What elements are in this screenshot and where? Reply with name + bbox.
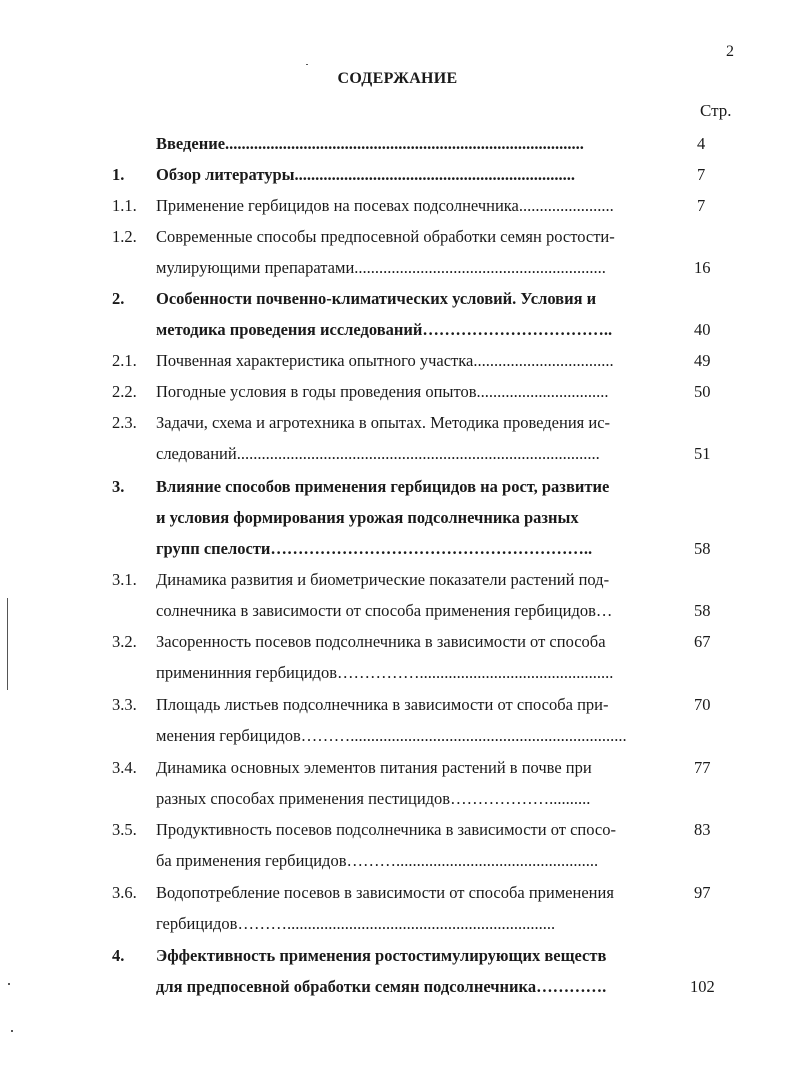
- scan-mark: [7, 598, 8, 690]
- toc-entry-text: следований........................................................................................: [156, 444, 600, 463]
- toc-entry-number: 1.: [112, 165, 125, 184]
- toc-entry-text: Особенности почвенно-климатических условий. Условия и: [156, 289, 597, 308]
- toc-entry-text: Обзор литературы....................................................................: [156, 165, 576, 184]
- toc-entry-text: ба применения гербицидов……….................................................: [156, 851, 599, 870]
- scan-mark: [8, 983, 10, 985]
- toc-entry-page: 49: [694, 351, 711, 370]
- toc-entry-page: 16: [694, 258, 711, 277]
- toc-entry-text: мулирующими препаратами.............................................................: [156, 258, 606, 277]
- toc-entry-text: солнечника в зависимости от способа применения гербицидов…: [156, 601, 613, 620]
- toc-entry-page: 77: [694, 758, 711, 777]
- toc-entry-text: Динамика основных элементов питания растений в почве при: [156, 758, 592, 777]
- toc-entry-text: Площадь листьев подсолнечника в зависимости от способа при-: [156, 695, 609, 714]
- toc-entry-text: Введение.......................................................................................: [156, 134, 584, 153]
- toc-entry-page: 7: [697, 165, 706, 184]
- toc-entry-number: 1.2.: [112, 227, 137, 246]
- toc-entry-text: Погодные условия в годы проведения опытов................................: [156, 382, 609, 401]
- toc-entry-page: 83: [694, 820, 711, 839]
- toc-entry-text: Эффективность применения ростостимулирующих веществ: [156, 946, 607, 965]
- toc-entry-text: гербицидов……….................................................................: [156, 914, 556, 933]
- toc-entry-page: 7: [697, 196, 706, 215]
- toc-entry-number: 4.: [112, 946, 125, 965]
- toc-entry-number: 1.1.: [112, 196, 137, 215]
- toc-entry-page: 102: [690, 977, 715, 996]
- toc-entry-text: применинния гербицидов……………...............................................: [156, 663, 614, 682]
- toc-entry-text: менения гербицидов………...................................................................: [156, 726, 627, 745]
- page-number: 2: [726, 43, 734, 60]
- toc-entry-page: 4: [697, 134, 706, 153]
- toc-entry-page: 97: [694, 883, 711, 902]
- toc-entry-text: разных способах применения пестицидов………………..........: [156, 789, 591, 808]
- toc-entry-page: 50: [694, 382, 711, 401]
- toc-entry-number: 3.6.: [112, 883, 137, 902]
- toc-entry-number: 3.1.: [112, 570, 137, 589]
- scan-mark: [306, 64, 308, 65]
- toc-entry-text: методика проведения исследований……………………………..: [156, 320, 613, 339]
- toc-entry-page: 58: [694, 601, 711, 620]
- toc-entry-text: Применение гербицидов на посевах подсолнечника.......................: [156, 196, 614, 215]
- toc-entry-number: 3.5.: [112, 820, 137, 839]
- toc-entry-text: Почвенная характеристика опытного участка..................................: [156, 351, 614, 370]
- scan-mark: [11, 1030, 13, 1032]
- toc-entry-number: 2.1.: [112, 351, 137, 370]
- toc-entry-text: Задачи, схема и агротехника в опытах. Методика проведения ис-: [156, 413, 611, 432]
- toc-entry-page: 51: [694, 444, 711, 463]
- toc-entry-text: Водопотребление посевов в зависимости от способа применения: [156, 883, 614, 902]
- toc-entry-text: и условия формирования урожая подсолнечника разных: [156, 508, 579, 527]
- toc-entry-number: 3.: [112, 477, 125, 496]
- toc-entry-page: 58: [694, 539, 711, 558]
- toc-entry-text: Влияние способов применения гербицидов на рост, развитие: [156, 477, 610, 496]
- toc-entry-page: 40: [694, 320, 711, 339]
- toc-entry-text: Современные способы предпосевной обработки семян ростости-: [156, 227, 615, 246]
- toc-entry-number: 3.2.: [112, 632, 137, 651]
- toc-entry-number: 2.3.: [112, 413, 137, 432]
- toc-entry-number: 3.4.: [112, 758, 137, 777]
- toc-entry-text: Продуктивность посевов подсолнечника в зависимости от спосо-: [156, 820, 616, 839]
- page-column-label: Стр.: [700, 101, 732, 120]
- toc-entry-text: Динамика развития и биометрические показатели растений под-: [156, 570, 610, 589]
- toc-entry-page: 70: [694, 695, 711, 714]
- toc-entry-number: 2.2.: [112, 382, 137, 401]
- toc-entry-text: Засоренность посевов подсолнечника в зависимости от способа: [156, 632, 606, 651]
- toc-entry-page: 67: [694, 632, 711, 651]
- toc-entry-text: для предпосевной обработки семян подсолнечника………….: [156, 977, 607, 996]
- toc-entry-text: групп спелости…………………………………………………..: [156, 539, 593, 558]
- page-title: СОДЕРЖАНИЕ: [337, 70, 458, 87]
- toc-entry-number: 2.: [112, 289, 125, 308]
- toc-entry-number: 3.3.: [112, 695, 137, 714]
